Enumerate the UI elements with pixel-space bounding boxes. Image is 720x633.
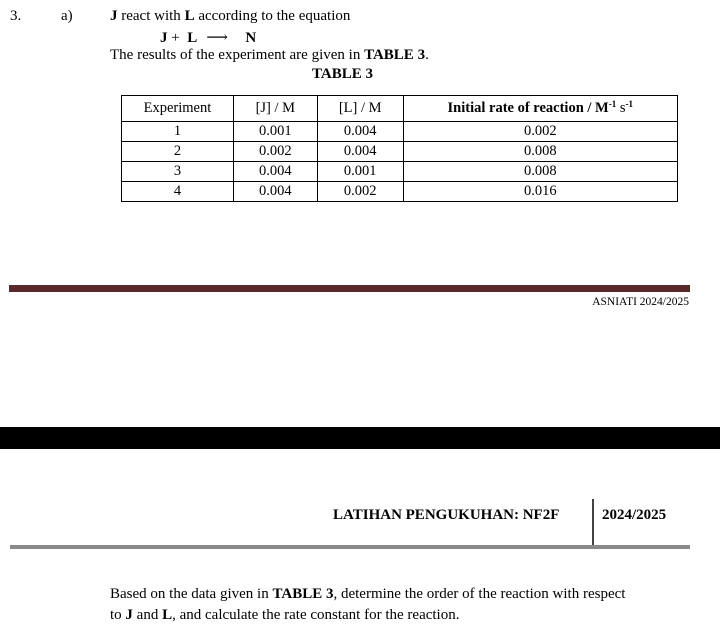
cell-j: 0.004 [233,162,317,182]
table-header-row [122,96,678,122]
header-rate-exp2: -1 [625,99,634,109]
reactant-j: J [110,8,118,24]
results-ref: TABLE 3 [364,47,426,63]
header-rule [10,545,690,549]
cell-rate: 0.002 [403,122,677,142]
eq-product-n: N [245,30,257,46]
table-row [122,182,678,202]
task-line-1 [110,586,625,603]
table-row [122,162,678,182]
table-title: TABLE 3 [312,66,373,82]
results-sentence [110,47,429,64]
cell-j: 0.004 [233,182,317,202]
cell-rate: 0.008 [403,162,677,182]
cell-experiment: 3 [122,162,234,182]
page-break-band [0,427,720,449]
header-rate-exp1: -1 [608,99,617,109]
results-pre: The results of the experiment are given in [110,47,365,63]
cell-rate: 0.016 [403,182,677,202]
cell-experiment: 1 [122,122,234,142]
task-line-2 [110,607,459,624]
question-part: a) [61,8,73,24]
eq-reactant-l: L [187,30,197,46]
eq-plus: + [171,30,180,46]
table-row [122,142,678,162]
task-line1-post: , determine the order of the reaction with respect [333,586,626,602]
header-rate [403,96,677,122]
question-intro [110,8,350,25]
header-rate-text: Initial rate of reaction / M [447,100,609,116]
header-l: [L] / M [317,96,403,122]
cell-experiment: 2 [122,142,234,162]
header-rate-unit2: s [616,100,626,116]
eq-reactant-j: J [160,30,168,46]
cell-j: 0.002 [233,142,317,162]
header-experiment: Experiment [122,96,234,122]
header-title: LATIHAN PENGUKUHAN: NF2F [333,507,560,523]
task-line1-pre: Based on the data given in [110,586,273,602]
footer-credit: ASNIATI 2024/2025 [592,296,689,308]
results-post: . [425,47,429,63]
page-footer-rule [9,285,690,292]
equation [160,28,256,47]
header-year: 2024/2025 [602,507,667,523]
task-line2-pre: to [110,607,126,623]
task-line2-mid: and [132,607,163,623]
task-line2-j: J [125,607,133,623]
header-j: [J] / M [233,96,317,122]
cell-l: 0.001 [317,162,403,182]
intro-mid: react with [117,8,185,24]
cell-rate: 0.008 [403,142,677,162]
task-line2-post: , and calculate the rate constant for the reaction. [172,607,460,623]
cell-l: 0.004 [317,122,403,142]
reactant-l: L [184,8,195,24]
eq-arrow-icon: ⟶ [206,30,228,46]
cell-experiment: 4 [122,182,234,202]
table-row [122,122,678,142]
task-line2-l: L [162,607,173,623]
task-line1-ref: TABLE 3 [272,586,334,602]
question-number: 3. [10,8,22,24]
cell-j: 0.001 [233,122,317,142]
cell-l: 0.002 [317,182,403,202]
intro-end: according to the equation [194,8,351,24]
cell-l: 0.004 [317,142,403,162]
table-3 [121,95,678,202]
header-divider [592,499,594,546]
